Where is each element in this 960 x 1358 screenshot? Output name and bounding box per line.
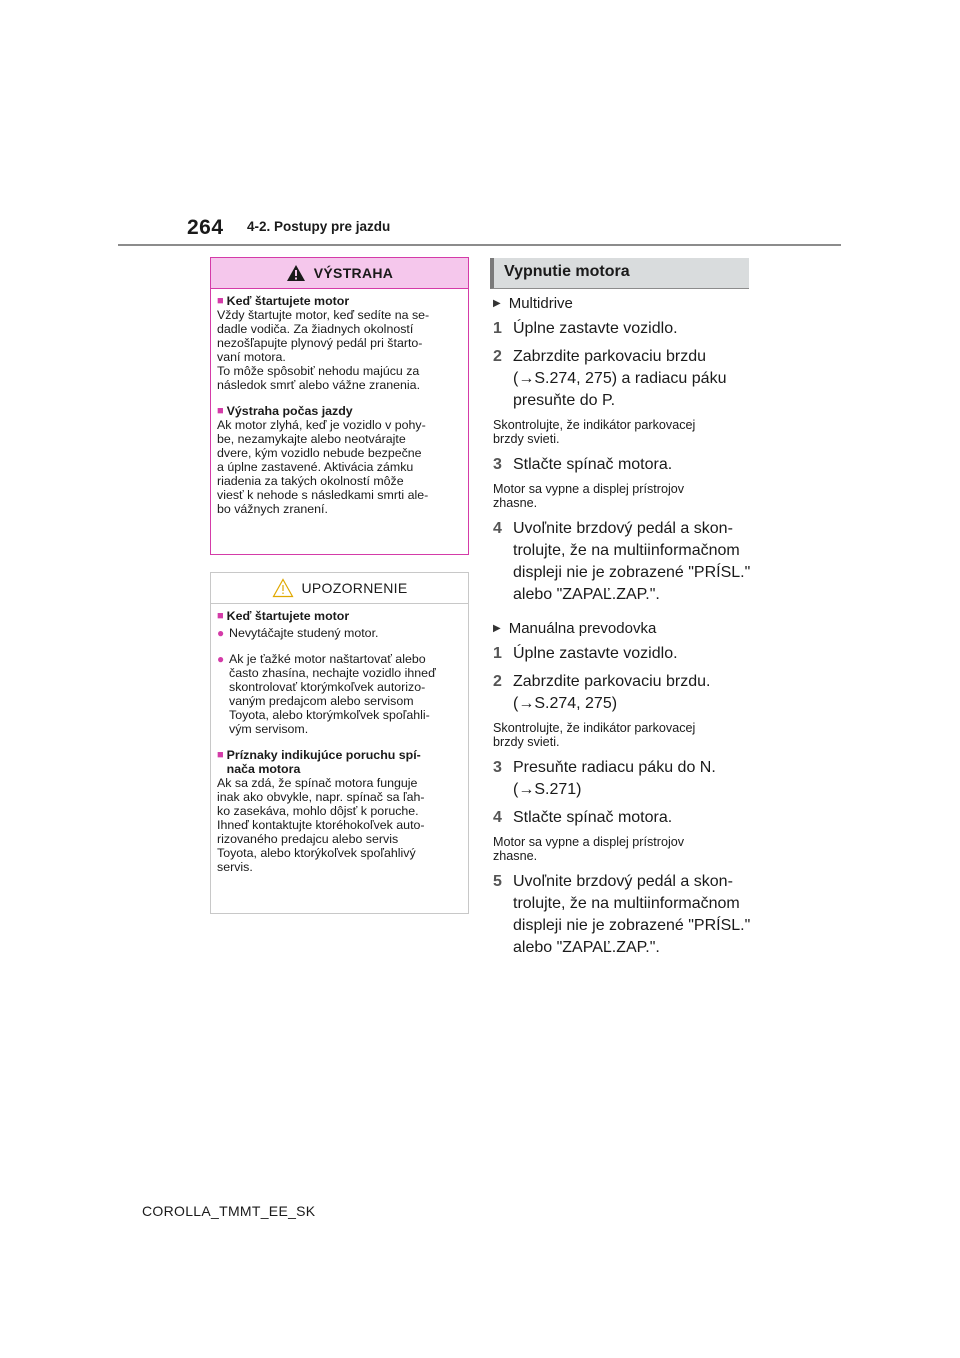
text-line: Ak motor zlyhá, keď je vozidlo v pohy-	[217, 418, 426, 432]
text-line: Motor sa vypne a displej prístrojov	[493, 482, 685, 496]
text-line: Príznaky indikujúce poruchu spí-	[226, 748, 421, 762]
caution-item-fault	[217, 748, 462, 874]
text-line: vaným predajcom alebo servisom	[229, 694, 414, 708]
bullet-text	[229, 652, 462, 736]
procedure-column	[493, 295, 751, 965]
warning-item-driving	[217, 404, 462, 516]
text-line: Ak je ťažké motor naštartovať alebo	[229, 652, 426, 666]
page-number: 264	[187, 216, 224, 239]
step-text	[513, 518, 751, 606]
square-bullet-icon: ■	[217, 610, 224, 622]
triangle-bullet-icon: ▶	[493, 298, 501, 309]
text-line: Skontrolujte, že indikátor parkovacej	[493, 418, 696, 432]
text-line: displeji nie je zobrazené "PRÍSL."	[513, 564, 751, 581]
step-text: Úplne zastavte vozidlo.	[513, 320, 678, 337]
text-line: Toyota, alebo ktorýkoľvek spoľahlivý	[217, 846, 416, 860]
text-line: zhasne.	[493, 496, 538, 510]
text-line: viesť k nehode s následkami smrti ale-	[217, 488, 429, 502]
text-line: Zabrzdite parkovaciu brzdu.	[513, 673, 711, 690]
text-line: a úplne zastavené. Aktivácia zámku	[217, 460, 414, 474]
step-1	[493, 318, 751, 340]
text-line: inak ako obvykle, napr. spínač sa ľah-	[217, 790, 425, 804]
section-heading-box	[490, 258, 749, 289]
caution-bullet-2	[217, 652, 462, 736]
warning-body	[211, 289, 468, 516]
warning-item-start	[217, 294, 462, 392]
text-line: zhasne.	[493, 849, 538, 863]
text-line: (→S.274, 275) a radiacu páku	[513, 370, 727, 387]
dot-bullet-icon: ●	[217, 626, 225, 640]
text-line: be, nezamykajte alebo neotvárajte	[217, 432, 406, 446]
text-line: (→S.271)	[513, 781, 582, 798]
warning-title: VÝSTRAHA	[313, 265, 394, 281]
square-bullet-icon: ■	[217, 749, 224, 761]
text-line: alebo "ZAPAĽ.ZAP.".	[513, 939, 660, 956]
text-line: rizovaného predajcu alebo servis	[217, 832, 399, 846]
text-line: nezošľapujte plynový pedál pri štarto-	[217, 336, 423, 350]
text-line: Skontrolujte, že indikátor parkovacej	[493, 721, 696, 735]
step-text	[513, 346, 751, 412]
text-line: Uvoľnite brzdový pedál a skon-	[513, 520, 733, 537]
text-line: bo vážnych zranení.	[217, 502, 328, 516]
step-number: 4	[493, 520, 502, 537]
section-title: 4-2. Postupy pre jazdu	[247, 219, 391, 234]
item-heading: Keď štartujete motor	[226, 294, 350, 308]
step-note	[493, 721, 751, 749]
step-note	[493, 482, 751, 510]
item-heading: Výstraha počas jazdy	[226, 404, 353, 418]
header-rule	[118, 244, 841, 246]
text-line: dvere, kým vozidlo nebude bezpečne	[217, 446, 422, 460]
subheading-label: Multidrive	[508, 295, 573, 312]
text-line: Vždy štartujte motor, keď sedíte na se-	[217, 308, 430, 322]
dot-bullet-icon: ●	[217, 652, 225, 666]
step-number: 4	[493, 809, 502, 826]
step-text: Úplne zastavte vozidlo.	[513, 645, 678, 662]
warning-triangle-icon	[286, 264, 306, 282]
square-bullet-icon: ■	[217, 405, 224, 417]
step-3	[493, 757, 751, 801]
text-line: ko zasekáva, mohlo dôjsť k poruche.	[217, 804, 419, 818]
step-number: 1	[493, 320, 502, 337]
step-text	[513, 757, 751, 801]
step-note	[493, 835, 751, 863]
text-line: následok smrť alebo vážne zranenia.	[217, 378, 421, 392]
caution-title: UPOZORNENIE	[301, 580, 408, 596]
text-line: nača motora	[226, 762, 301, 776]
text-line: trolujte, že na multiinformačnom	[513, 542, 740, 559]
text-line: riadenia za takých okolností môže	[217, 474, 404, 488]
text-line: brzdy svieti.	[493, 432, 560, 446]
step-2	[493, 346, 751, 412]
multidrive-subheading	[493, 295, 751, 312]
square-bullet-icon: ■	[217, 295, 224, 307]
text-line: alebo "ZAPAĽ.ZAP.".	[513, 586, 660, 603]
text-line: skontrolovať ktorýmkoľvek autorizo-	[229, 680, 426, 694]
step-number: 2	[493, 673, 502, 690]
warning-header	[211, 258, 468, 289]
text-line: displeji nie je zobrazené "PRÍSL."	[513, 917, 751, 934]
text-line: Ak sa zdá, že spínač motora funguje	[217, 776, 418, 790]
step-note	[493, 418, 751, 446]
text-line: často zhasína, nechajte vozidlo ihneď	[229, 666, 436, 680]
step-text	[513, 871, 751, 959]
step-number: 2	[493, 348, 502, 365]
caution-body	[211, 604, 468, 874]
item-heading	[227, 748, 421, 776]
text-line: presuňte do P.	[513, 392, 616, 409]
text-line: vaní motora.	[217, 350, 286, 364]
text-line: trolujte, že na multiinformačnom	[513, 895, 740, 912]
text-line: vým servisom.	[229, 722, 309, 736]
text-line: Uvoľnite brzdový pedál a skon-	[513, 873, 733, 890]
text-line: dadle vodiča. Za žiadnych okolností	[217, 322, 414, 336]
step-number: 3	[493, 759, 502, 776]
text-line: brzdy svieti.	[493, 735, 560, 749]
text-line: servis.	[217, 860, 253, 874]
step-number: 1	[493, 645, 502, 662]
text-line: Presuňte radiacu páku do N.	[513, 759, 716, 776]
section-heading: Vypnutie motora	[504, 263, 630, 280]
warning-box	[210, 257, 469, 555]
manual-subheading	[493, 620, 751, 637]
step-text: Stlačte spínač motora.	[513, 456, 673, 473]
step-5	[493, 871, 751, 959]
step-2	[493, 671, 751, 715]
caution-triangle-icon	[272, 578, 294, 598]
caution-header	[211, 573, 468, 604]
text-line: Motor sa vypne a displej prístrojov	[493, 835, 685, 849]
text-line: Toyota, alebo ktorýmkoľvek spoľahli-	[229, 708, 430, 722]
step-number: 3	[493, 456, 502, 473]
text-line: To môže spôsobiť nehodu majúcu za	[217, 364, 420, 378]
subheading-label: Manuálna prevodovka	[508, 620, 657, 637]
step-text	[513, 671, 751, 715]
text-line: Ihneď kontaktujte ktoréhokoľvek auto-	[217, 818, 425, 832]
step-1	[493, 643, 751, 665]
text-line: Zabrzdite parkovaciu brzdu	[513, 348, 706, 365]
item-heading: Keď štartujete motor	[226, 609, 350, 623]
caution-box	[210, 572, 469, 914]
text-line: (→S.274, 275)	[513, 695, 618, 712]
step-4	[493, 807, 751, 829]
step-4	[493, 518, 751, 606]
footer-code: COROLLA_TMMT_EE_SK	[142, 1203, 316, 1219]
bullet-text: Nevytáčajte studený motor.	[229, 626, 379, 640]
caution-bullet-1	[217, 626, 462, 640]
step-3	[493, 454, 751, 476]
step-text: Stlačte spínač motora.	[513, 809, 673, 826]
triangle-bullet-icon: ▶	[493, 623, 501, 634]
step-number: 5	[493, 873, 502, 890]
